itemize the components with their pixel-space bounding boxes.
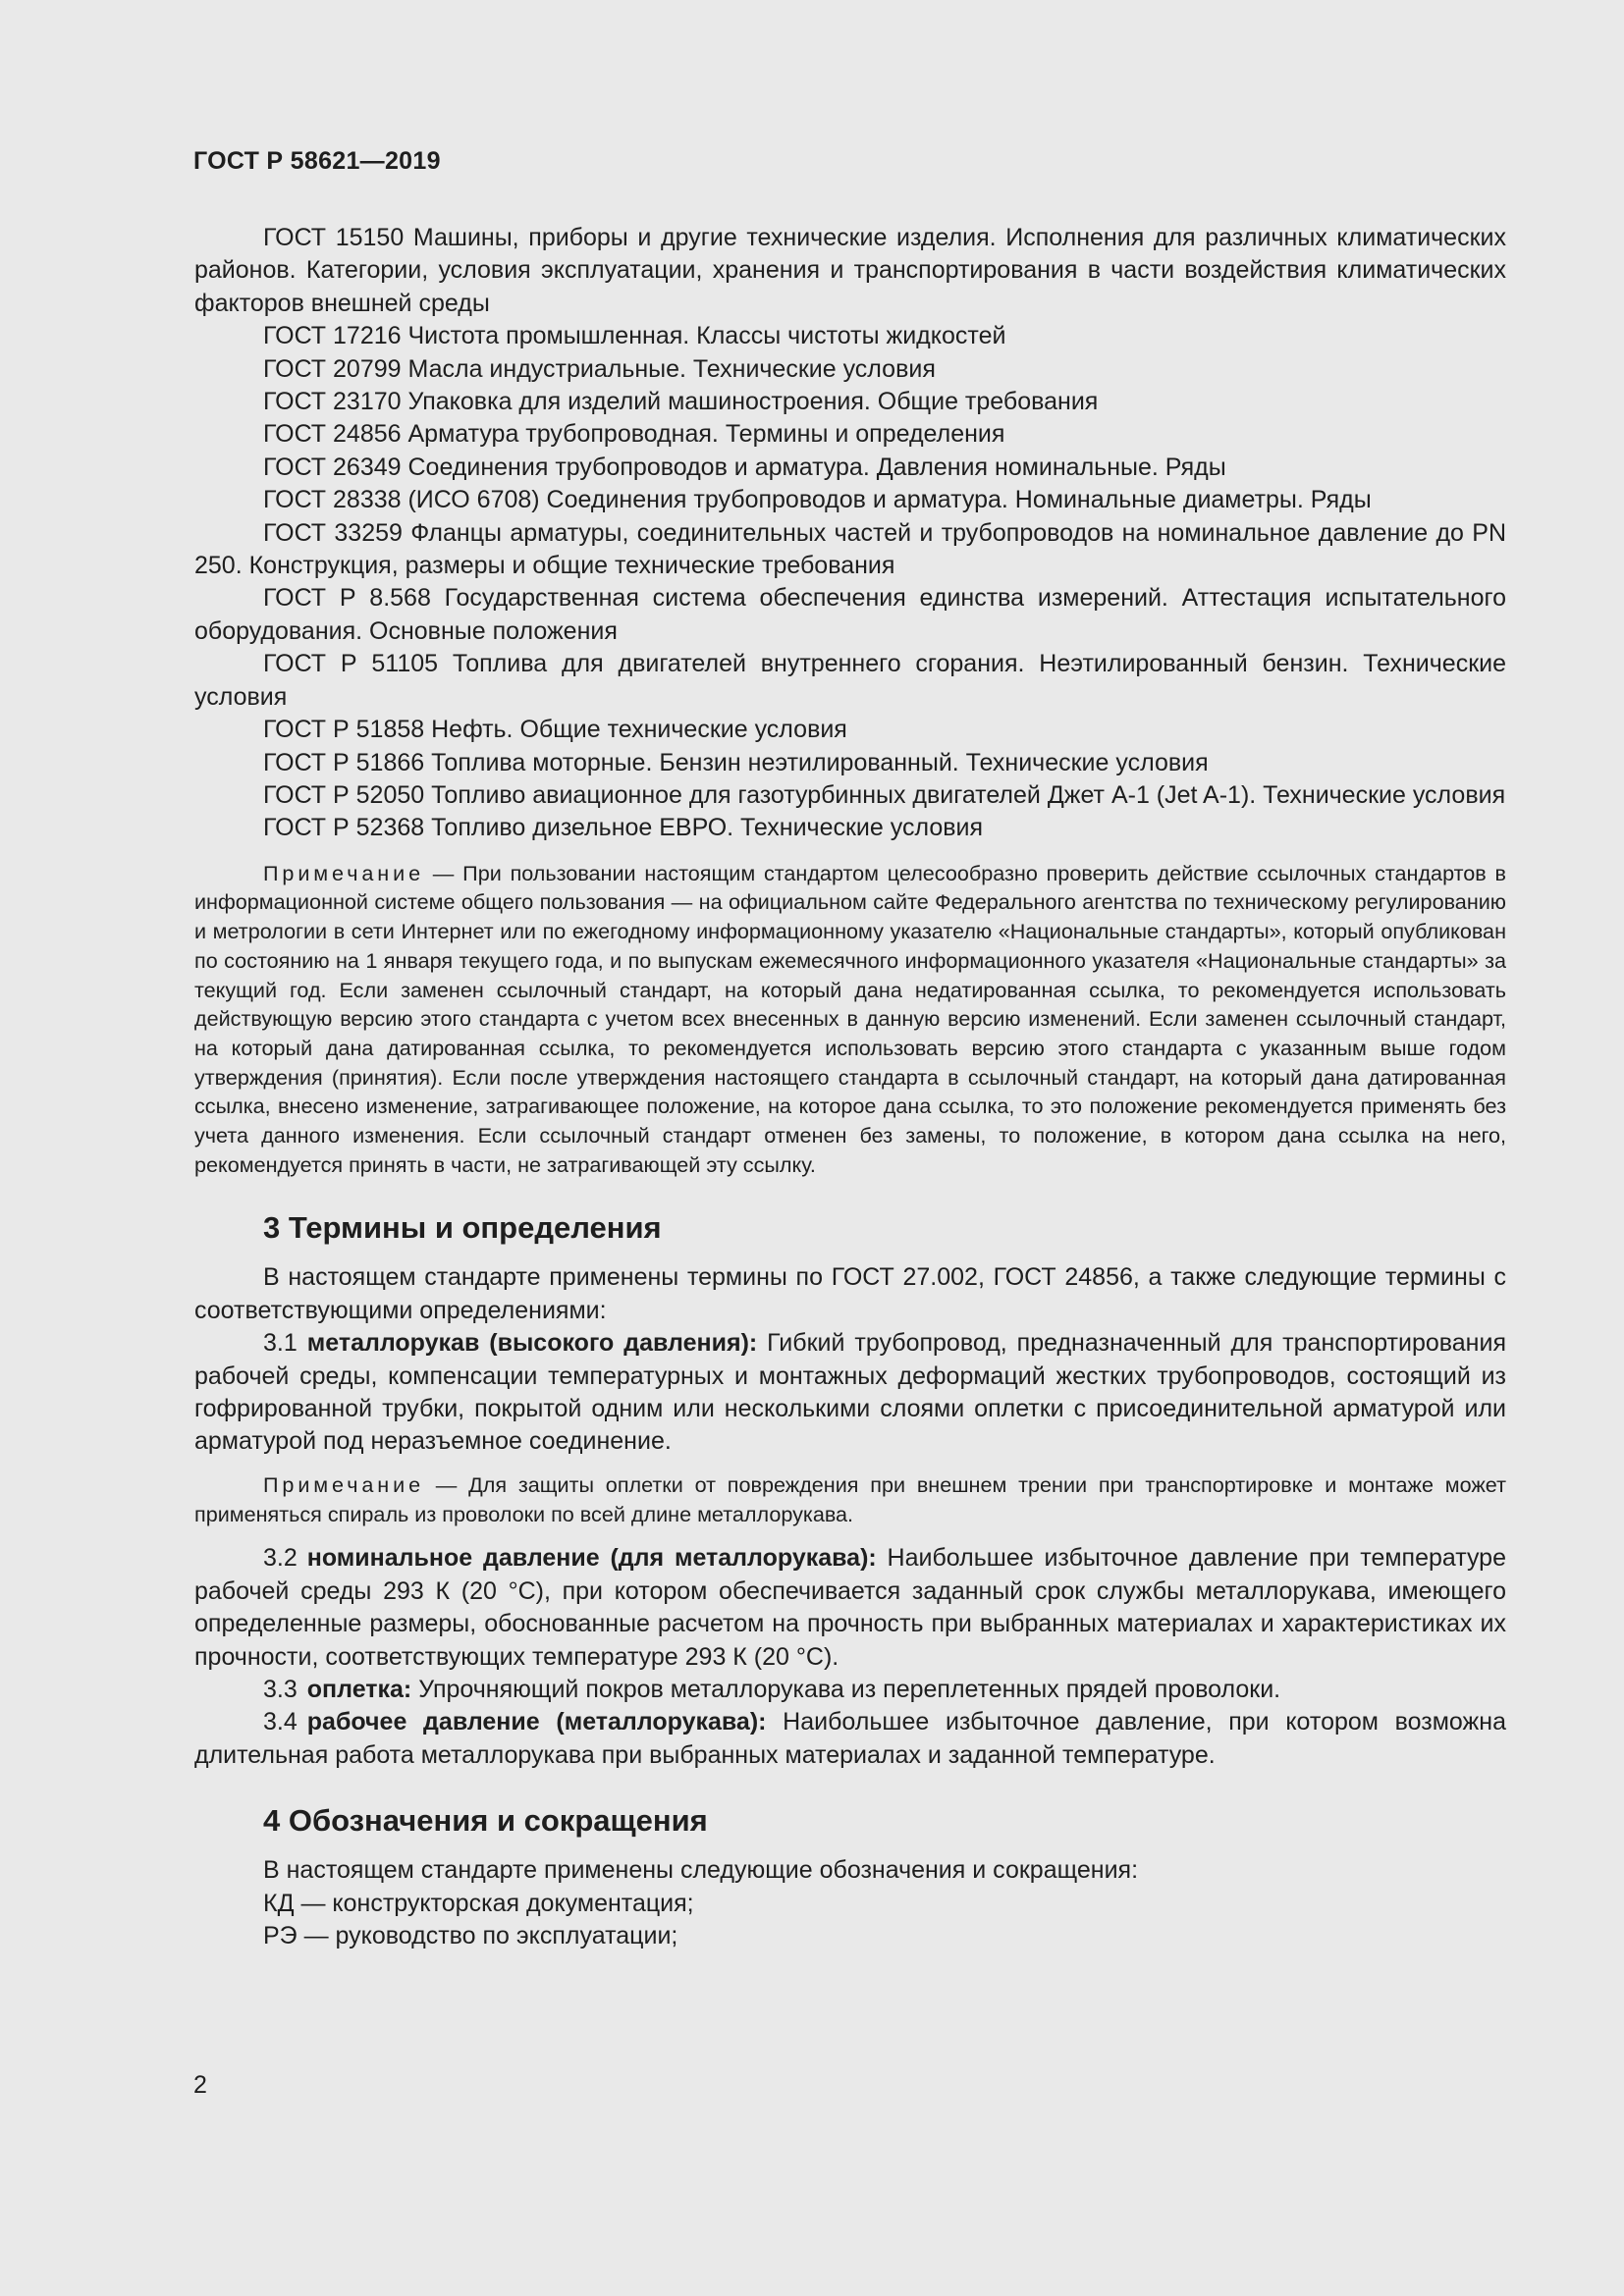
reference-item: ГОСТ Р 51866 Топлива моторные. Бензин неэтилированный. Технические условия	[263, 748, 1209, 776]
note-label: Примечание	[263, 860, 424, 885]
note-text: — Для защиты оплетки от повреждения при внешнем трении при транспортировке и монтаже может применяться спираль из проволоки по всей длине металлорукава.	[194, 1471, 1506, 1526]
references-note	[194, 859, 1506, 1180]
reference-item: ГОСТ 26349 Соединения трубопроводов и арматура. Давления номинальные. Ряды	[263, 453, 1226, 481]
section-3-title: 3 Термины и определения	[263, 1210, 662, 1246]
reference-item: ГОСТ 20799 Масла индустриальные. Технические условия	[263, 354, 936, 383]
reference-item: ГОСТ Р 52050 Топливо авиационное для газотурбинных двигателей Джет А-1 (Jet A-1). Технические условия	[263, 780, 1506, 809]
references-list	[194, 222, 1506, 845]
term-number: 3.4	[263, 1708, 298, 1736]
reference-item: ГОСТ Р 51858 Нефть. Общие технические условия	[263, 716, 847, 744]
section-3-intro: В настоящем стандарте применены термины по ГОСТ 27.002, ГОСТ 24856, а также следующие термины с соответствующими определениями:	[194, 1263, 1506, 1324]
term-3-4	[194, 1706, 1506, 1772]
reference-item: ГОСТ 23170 Упаковка для изделий машиностроения. Общие требования	[263, 388, 1099, 416]
term-name: номинальное давление (для металлорукава):	[306, 1544, 877, 1573]
term-definition: Гибкий трубопровод, предназначенный для транспортирования рабочей среды, компенсации температурных и монтажных деформаций жестких трубопроводов, состоящий из гофрированной трубки, покрытой одним или несколькими слоями оплетки с присоединительной арматурой или арматурой под неразъемное соединение.	[194, 1329, 1506, 1456]
abbreviation-item: КД — конструкторская документация;	[263, 1889, 694, 1917]
note-text: — При пользовании настоящим стандартом целесообразно проверить действие ссылочных стандартов в информационной системе общего пользования — на официальном сайте Федерального агентства по техническому регулированию и метрологии в сети Интернет или по ежегодному информационному указателю «Национальные стандарты», который опубликован по состоянию на 1 января текущего года, и по выпускам ежемесячного информационного указателя «Национальные стандарты» за текущий год. Если заменен ссылочный стандарт, на который дана недатированная ссылка, то рекомендуется использовать действующую версию этого стандарта с учетом всех внесенных в данную версию изменений. Если заменен ссылочный стандарт, на который дана датированная ссылка, то рекомендуется использовать версию этого стандарта с указанным выше годом утверждения (принятия). Если после утверждения настоящего стандарта в ссылочный стандарт, на который дана датированная ссылка, внесено изменение, затрагивающее положение, на которое дана ссылка, то это положение рекомендуется применять без учета данного изменения. Если ссылочный стандарт отменен без замены, то положение, в котором дана ссылка на него, рекомендуется принять в части, не затрагивающей эту ссылку.	[194, 860, 1506, 1177]
section-4-intro: В настоящем стандарте применены следующие обозначения и сокращения:	[263, 1856, 1139, 1885]
term-number: 3.1	[263, 1329, 298, 1358]
term-name: металлорукав (высокого давления):	[306, 1329, 758, 1358]
reference-item: ГОСТ Р 8.568 Государственная система обеспечения единства измерений. Аттестация испытательного оборудования. Основные положения	[194, 584, 1506, 645]
term-3-2	[194, 1542, 1506, 1674]
term-number: 3.2	[263, 1544, 298, 1573]
term-definition: Наибольшее избыточное давление, при котором возможна длительная работа металлорукава при выбранных материалах и заданной температуре.	[194, 1708, 1506, 1769]
page-content	[194, 222, 1506, 1952]
reference-item: ГОСТ 17216 Чистота промышленная. Классы чистоты жидкостей	[263, 322, 1006, 350]
term-note	[194, 1470, 1506, 1528]
reference-item: ГОСТ 15150 Машины, приборы и другие технические изделия. Исполнения для различных климатических районов. Категории, условия эксплуатации, хранения и транспортирования в части воздействия климатических факторов внешней среды	[194, 224, 1506, 317]
page-number: 2	[193, 2071, 207, 2099]
abbreviation-item: РЭ — руководство по эксплуатации;	[263, 1921, 678, 1949]
page-header: ГОСТ Р 58621—2019	[193, 147, 441, 175]
note-label: Примечание	[263, 1471, 424, 1497]
term-3-1	[194, 1327, 1506, 1459]
term-definition: Наибольшее избыточное давление при температуре рабочей среды 293 К (20 °С), при котором обеспечивается заданный срок службы металлорукава, имеющего определенные размеры, обоснованные расчетом на прочность при выбранных материалах и характеристиках их прочности, соответствующих температуре 293 К (20 °С).	[194, 1544, 1506, 1671]
term-definition: Упрочняющий покров металлорукава из переплетенных прядей проволоки.	[411, 1675, 1281, 1703]
reference-item: ГОСТ 24856 Арматура трубопроводная. Термины и определения	[263, 420, 1005, 449]
reference-item: ГОСТ 28338 (ИСО 6708) Соединения трубопроводов и арматура. Номинальные диаметры. Ряды	[263, 486, 1372, 514]
reference-item: ГОСТ 33259 Фланцы арматуры, соединительных частей и трубопроводов на номинальное давление до PN 250. Конструкция, размеры и общие технические требования	[194, 518, 1506, 580]
term-name: оплетка:	[306, 1675, 412, 1703]
term-name: рабочее давление (металлорукава):	[306, 1708, 767, 1736]
reference-item: ГОСТ Р 51105 Топлива для двигателей внутреннего сгорания. Неэтилированный бензин. Технические условия	[194, 650, 1506, 711]
term-3-3	[194, 1674, 1506, 1706]
term-number: 3.3	[263, 1675, 298, 1703]
section-4-title: 4 Обозначения и сокращения	[263, 1803, 708, 1839]
reference-item: ГОСТ Р 52368 Топливо дизельное ЕВРО. Технические условия	[263, 814, 984, 842]
